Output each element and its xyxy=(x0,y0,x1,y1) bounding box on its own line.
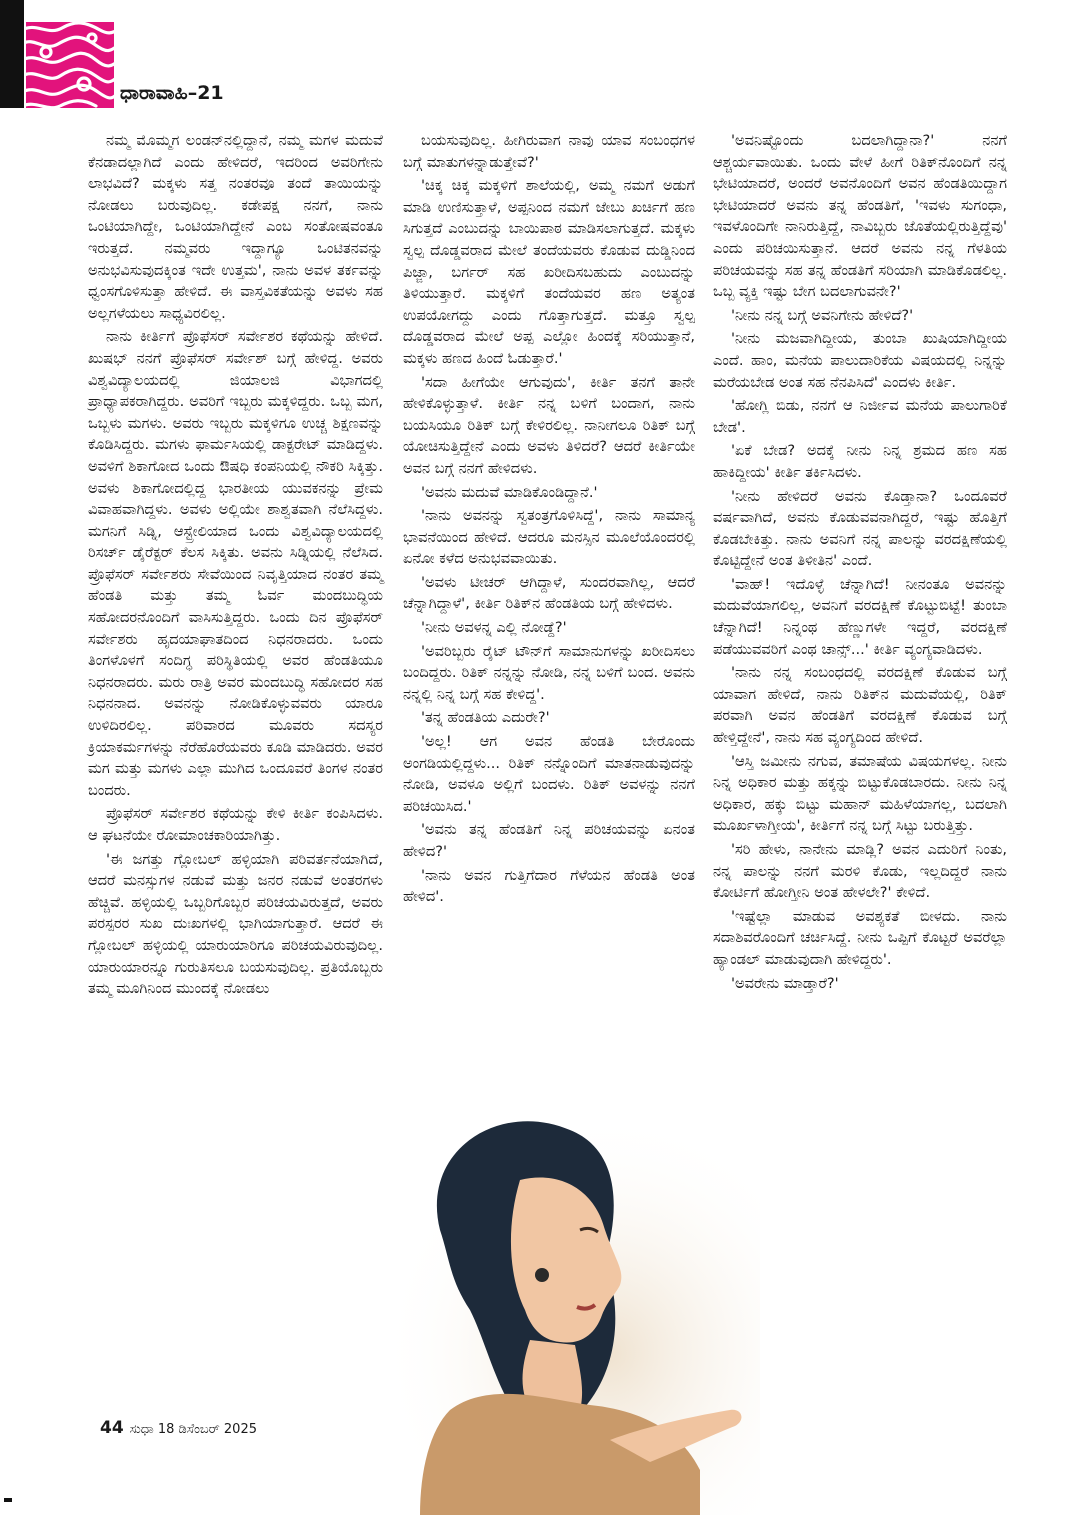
paragraph: ನಾನು ಕೀರ್ತಿಗೆ ಪ್ರೊಫೆಸರ್ ಸರ್ವೇಶರ ಕಥೆಯನ್ನು ಹೇಳಿದೆ. ಖುಷಭ್ ನನಗೆ ಪ್ರೊಫೆಸರ್ ಸರ್ವೇಶ್ ಬಗ್ಗೆ ಹೇಳಿದ್ದ. ಅವರು ವಿಶ್ವವಿದ್ಯಾಲಯದಲ್ಲಿ ಜಿಯಾಲಜಿ ವಿಭಾಗದಲ್ಲಿ ಪ್ರಾಧ್ಯಾಪಕರಾಗಿದ್ದರು. ಅವರಿಗೆ ಇಬ್ಬರು ಮಕ್ಕಳಿದ್ದರು. ಒಬ್ಬ ಮಗ, ಒಬ್ಬಳು ಮಗಳು. ಅವರು ಇಬ್ಬರು ಮಕ್ಕಳಿಗೂ ಉಚ್ಚ ಶಿಕ್ಷಣವನ್ನು ಕೊಡಿಸಿದ್ದರು. ಮಗಳು ಫಾರ್ಮಸಿಯಲ್ಲಿ ಡಾಕ್ಟರೇಟ್ ಮಾಡಿದ್ದಳು. ಅವಳಿಗೆ ಶಿಕಾಗೋದ ಒಂದು ಔಷಧಿ ಕಂಪನಿಯಲ್ಲಿ ನೌಕರಿ ಸಿಕ್ಕಿತ್ತು. ಅವಳು ಶಿಕಾಗೋದಲ್ಲಿದ್ದ ಭಾರತೀಯ ಯುವಕನನ್ನು ಪ್ರೇಮ ವಿವಾಹವಾಗಿದ್ದಳು. ಅವಳು ಅಲ್ಲಿಯೇ ಶಾಶ್ವತವಾಗಿ ನೆಲೆಸಿದ್ದಳು. ಮಗನಿಗೆ ಸಿಡ್ನಿ, ಆಸ್ಟ್ರೇಲಿಯಾದ ಒಂದು ವಿಶ್ವವಿದ್ಯಾಲಯದಲ್ಲಿ ರಿಸರ್ಚ್ ಡೈರೆಕ್ಟರ್ ಕೆಲಸ ಸಿಕ್ಕಿತು. ಅವನು ಸಿಡ್ನಿಯಲ್ಲಿ ನೆಲೆಸಿದ. ಪ್ರೊಫೆಸರ್ ಸರ್ವೇಶರು ಸೇವೆಯಿಂದ ನಿವೃತ್ತಿಯಾದ ನಂತರ ತಮ್ಮ ಹೆಂಡತಿ ಮತ್ತು ತಮ್ಮ ಓರ್ವ ಮಂದಬುದ್ಧಿಯ ಸಹೋದರನೊಂದಿಗೆ ವಾಸಿಸುತ್ತಿದ್ದರು. ಒಂದು ದಿನ ಪ್ರೊಫೆಸರ್ ಸರ್ವೇಶರು ಹೃದಯಾಘಾತದಿಂದ ನಿಧನರಾದರು. ಒಂದು ತಿಂಗಳೊಳಗೆ ಸಂದಿಗ್ಧ ಪರಿಸ್ಥಿತಿಯಲ್ಲಿ ಅವರ ಹೆಂಡತಿಯೂ ನಿಧನರಾದರು. ಮರು ರಾತ್ರಿ ಅವರ ಮಂದಬುದ್ಧಿ ಸಹೋದರ ಸಹ ನಿಧನನಾದ. ಅವನನ್ನು ನೋಡಿಕೊಳ್ಳುವವರು ಯಾರೂ ಉಳಿದಿರಲಿಲ್ಲ. ಪರಿವಾರದ ಮೂವರು ಸದಸ್ಯರ ಕ್ರಿಯಾಕರ್ಮಗಳನ್ನು ನೆರೆಹೊರೆಯವರು ಕೂಡಿ ಮಾಡಿದರು. ಅವರ ಮಗ ಮತ್ತು ಮಗಳು ಎಲ್ಲಾ ಮುಗಿದ ಒಂದೂವರೆ ತಿಂಗಳ ನಂತರ ಬಂದರು. xyxy=(88,328,383,799)
paragraph: ಬಯಸುವುದಿಲ್ಲ. ಹೀಗಿರುವಾಗ ನಾವು ಯಾವ ಸಂಬಂಧಗಳ ಬಗ್ಗೆ ಮಾತುಗಳನ್ನಾಡುತ್ತೇವೆ?' xyxy=(403,132,695,171)
earring-icon xyxy=(535,1268,549,1282)
paragraph: 'ಈ ಜಗತ್ತು ಗ್ಲೋಬಲ್ ಹಳ್ಳಿಯಾಗಿ ಪರಿವರ್ತನೆಯಾಗಿದೆ, ಆದರೆ ಮನಸ್ಸುಗಳ ನಡುವೆ ಮತ್ತು ಜನರ ನಡುವೆ ಅಂತರಗಳು ಹೆಚ್ಚಿವೆ. ಹಳ್ಳಿಯಲ್ಲಿ ಒಬ್ಬರಿಗೊಬ್ಬರ ಪರಿಚಯವಿರುತ್ತದೆ, ಅವರು ಪರಸ್ಪರರ ಸುಖ ದುಃಖಗಳಲ್ಲಿ ಭಾಗಿಯಾಗುತ್ತಾರೆ. ಆದರೆ ಈ ಗ್ಲೋಬಲ್ ಹಳ್ಳಿಯಲ್ಲಿ ಯಾರುಯಾರಿಗೂ ಪರಿಚಯವಿರುವುದಿಲ್ಲ. ಯಾರುಯಾರನ್ನೂ ಗುರುತಿಸಲೂ ಬಯಸುವುದಿಲ್ಲ. ಪ್ರತಿಯೊಬ್ಬರು ತಮ್ಮ ಮೂಗಿನಿಂದ ಮುಂದಕ್ಕೆ ನೋಡಲು xyxy=(88,850,383,998)
text-column-2 xyxy=(403,130,695,910)
paragraph: 'ವಾಹ್! ಇದೊಳ್ಳೆ ಚೆನ್ನಾಗಿದೆ! ನೀನಂತೂ ಅವನನ್ನು ಮದುವೆಯಾಗಲಿಲ್ಲ, ಅವನಿಗೆ ವರದಕ್ಷಿಣೆ ಕೊಟ್ಟುಬಿಟ್ಟೆ! ತುಂಬಾ ಚೆನ್ನಾಗಿದೆ! ನಿನ್ನಂಥ ಹೆಣ್ಣುಗಳೇ ಇದ್ದರೆ, ವರದಕ್ಷಿಣೆ ಪಡೆಯುವವರಿಗೆ ಎಂಥ ಚಾನ್ಸ್...' ಕೀರ್ತಿ ವ್ಯಂಗ್ಯವಾಡಿದಳು. xyxy=(713,575,1007,658)
page-number: 44 xyxy=(100,1418,124,1438)
page-footer xyxy=(100,1418,257,1438)
paragraph: 'ನಾನು ನನ್ನ ಸಂಬಂಧದಲ್ಲಿ ವರದಕ್ಷಿಣೆ ಕೊಡುವ ಬಗ್ಗೆ ಯಾವಾಗ ಹೇಳಿದೆ, ನಾನು ರಿತಿಕ್‌ನ ಮದುವೆಯಲ್ಲಿ, ರಿತಿಕ್ ಪರವಾಗಿ ಅವನ ಹೆಂಡತಿಗೆ ವರದಕ್ಷಿಣೆ ಕೊಡುವ ಬಗ್ಗೆ ಹೇಳ್ತಿದ್ದೇನೆ', ನಾನು ಸಹ ವ್ಯಂಗ್ಯದಿಂದ ಹೇಳಿದೆ. xyxy=(713,664,1007,747)
paragraph: 'ಆಸ್ತಿ ಜಮೀನು ನಗುವ, ತಮಾಷೆಯ ವಿಷಯಗಳಲ್ಲ. ನೀನು ನಿನ್ನ ಅಧಿಕಾರ ಮತ್ತು ಹಕ್ಕನ್ನು ಬಿಟ್ಟುಕೊಡಬಾರದು. ನೀನು ನಿನ್ನ ಅಧಿಕಾರ, ಹಕ್ಕು ಬಿಟ್ಟು ಮಹಾನ್ ಮಹಿಳೆಯಾಗಲ್ಲ, ಬದಲಾಗಿ ಮೂರ್ಖಳಾಗ್ತೀಯ', ಕೀರ್ತಿಗೆ ನನ್ನ ಬಗ್ಗೆ ಸಿಟ್ಟು ಬರುತ್ತಿತ್ತು. xyxy=(713,752,1007,835)
paragraph: 'ಏಕೆ ಬೇಡ? ಅದಕ್ಕೆ ನೀನು ನಿನ್ನ ಶ್ರಮದ ಹಣ ಸಹ ಹಾಕಿದ್ದೀಯ' ಕೀರ್ತಿ ತರ್ಕಿಸಿದಳು. xyxy=(713,442,1007,481)
paragraph: 'ಅಲ್ಲ! ಆಗ ಅವನ ಹೆಂಡತಿ ಬೇರೊಂದು ಅಂಗಡಿಯಲ್ಲಿದ್ದಳು... ರಿತಿಕ್ ನನ್ನೊಂದಿಗೆ ಮಾತನಾಡುವುದನ್ನು ನೋಡಿ, ಅವಳೂ ಅಲ್ಲಿಗೆ ಬಂದಳು. ರಿತಿಕ್ ಅವಳನ್ನು ನನಗೆ ಪರಿಚಯಿಸಿದ.' xyxy=(403,733,695,815)
woman-illustration xyxy=(380,1110,760,1515)
paragraph: 'ನಾನು ಅವನನ್ನು ಸ್ವತಂತ್ರಗೊಳಿಸಿದ್ದೆ', ನಾನು ಸಾಮಾನ್ಯ ಭಾವನೆಯಿಂದ ಹೇಳಿದೆ. ಆದರೂ ಮನಸ್ಸಿನ ಮೂಲೆಯೊಂದರಲ್ಲಿ ಏನೋ ಕಳೆದ ಅನುಭವವಾಯಿತು. xyxy=(403,507,695,568)
swirl-pattern-icon xyxy=(26,22,114,108)
issue-info: ಸುಧಾ 18 ಡಿಸೆಂಬರ್ 2025 xyxy=(129,1422,257,1437)
paragraph: 'ಸರಿ ಹೇಳು, ನಾನೇನು ಮಾಡ್ಲಿ? ಅವನ ಎದುರಿಗೆ ನಿಂತು, ನನ್ನ ಪಾಲನ್ನು ನನಗೆ ಮರಳಿ ಕೊಡು, ಇಲ್ಲದಿದ್ದರೆ ನಾನು ಕೋರ್ಟಿಗೆ ಹೋಗ್ತೀನಿ ಅಂತ ಹೇಳಲೇ?' ಕೇಳಿದೆ. xyxy=(713,841,1007,902)
paragraph: 'ನೀನು ನನ್ನ ಬಗ್ಗೆ ಅವನಿಗೇನು ಹೇಳಿದೆ?' xyxy=(731,306,914,324)
paragraph: ನಮ್ಮ ಮೊಮ್ಮಗ ಲಂಡನ್‌ನಲ್ಲಿದ್ದಾನೆ, ನಮ್ಮ ಮಗಳ ಮದುವೆ ಕೆನಡಾದಲ್ಲಾಗಿದೆ ಎಂದು ಹೇಳಿದರೆ, ಇದರಿಂದ ಅವರಿಗೇನು ಲಾಭವಿದೆ? ಮಕ್ಕಳು ಸತ್ತ ನಂತರವೂ ತಂದೆ ತಾಯಿಯನ್ನು ನೋಡಲು ಬರುವುದಿಲ್ಲ. ಕಡೇಪಕ್ಷ ನನಗೆ, ನಾನು ಒಂಟಿಯಾಗಿದ್ದೇ, ಒಂಟಿಯಾಗಿದ್ದೇನೆ ಎಂಬ ಸಂತೋಷವಂತೂ ಇರುತ್ತದೆ. ನಮ್ಮವರು ಇದ್ದಾಗ್ಯೂ ಒಂಟಿತನವನ್ನು ಅನುಭವಿಸುವುದಕ್ಕಿಂತ ಇದೇ ಉತ್ತಮ', ನಾನು ಅವಳ ತರ್ಕವನ್ನು ಧ್ವಂಸಗೊಳಿಸುತ್ತಾ ಹೇಳಿದೆ. ಈ ವಾಸ್ತವಿಕತೆಯನ್ನು ಅವಳು ಸಹ ಅಲ್ಲಗಳೆಯಲು ಸಾಧ್ಯವಿರಲಿಲ್ಲ. xyxy=(88,132,383,322)
paragraph: ಪ್ರೊಫೆಸರ್ ಸರ್ವೇಶರ ಕಥೆಯನ್ನು ಕೇಳಿ ಕೀರ್ತಿ ಕಂಪಿಸಿದಳು. ಆ ಘಟನೆಯೇ ರೋಮಾಂಚಕಾರಿಯಾಗಿತ್ತು. xyxy=(88,805,383,844)
paragraph: 'ನೀನು ಹೇಳಿದರೆ ಅವನು ಕೊಡ್ತಾನಾ? ಒಂದೂವರೆ ವರ್ಷವಾಗಿದೆ, ಅವನು ಕೊಡುವವನಾಗಿದ್ದರೆ, ಇಷ್ಟು ಹೊತ್ತಿಗೆ ಕೊಡಬೇಕಿತ್ತು. ನಾನು ಅವನಿಗೆ ನನ್ನ ಪಾಲನ್ನು ವರದಕ್ಷಿಣೆಯಲ್ಲಿ ಕೊಟ್ಟಿದ್ದೇನೆ ಅಂತ ತಿಳೀತಿನ' ಎಂದೆ. xyxy=(713,487,1007,570)
paragraph: 'ಹೋಗ್ಲಿ ಬಿಡು, ನನಗೆ ಆ ನಿರ್ಜೀವ ಮನೆಯ ಪಾಲುಗಾರಿಕೆ ಬೇಡ'. xyxy=(713,397,1007,436)
paragraph: 'ನೀನು ಅವಳನ್ನ ಎಲ್ಲಿ ನೋಡ್ದೆ?' xyxy=(421,619,567,637)
paragraph: 'ತನ್ನ ಹೆಂಡತಿಯ ಎದುರೇ?' xyxy=(421,709,550,727)
paragraph: 'ಅವನು ತನ್ನ ಹೆಂಡತಿಗೆ ನಿನ್ನ ಪರಿಚಯವನ್ನು ಏನಂತ ಹೇಳಿದ?' xyxy=(403,821,695,860)
paragraph: 'ನೀನು ಮಜವಾಗಿದ್ದೀಯ, ತುಂಬಾ ಖುಷಿಯಾಗಿದ್ದೀಯ ಎಂದೆ. ಹಾಂ, ಮನೆಯ ಪಾಲುದಾರಿಕೆಯ ವಿಷಯದಲ್ಲಿ ನಿನ್ನನ್ನು ಮರೆಯಬೇಡ ಅಂತ ಸಹ ನೆನಪಿಸಿದೆ' ಎಂದಳು ಕೀರ್ತಿ. xyxy=(713,330,1007,391)
text-column-1 xyxy=(88,130,383,1002)
paragraph: 'ಅವನಿಷ್ಟೊಂದು ಬದಲಾಗಿದ್ದಾನಾ?' ನನಗೆ ಆಶ್ಚರ್ಯವಾಯಿತು. ಒಂದು ವೇಳೆ ಹೀಗೆ ರಿತಿಕ್‌ನೊಂದಿಗೆ ನನ್ನ ಭೇಟಿಯಾದರೆ, ಅಂದರೆ ಅವನೊಂದಿಗೆ ಅವನ ಹೆಂಡತಿಯಿದ್ದಾಗ ಭೇಟಿಯಾದರೆ ಅವನು ತನ್ನ ಹೆಂಡತಿಗೆ, 'ಇವಳು ಸುಗಂಧಾ, ಇವಳೊಂದಿಗೇ ನಾನಿರುತ್ತಿದ್ದೆ, ನಾವಿಬ್ಬರು ಜೊತೆಯಲ್ಲಿರುತ್ತಿದ್ದೆವು' ಎಂದು ಪರಿಚಯಿಸುತ್ತಾನೆ. ಆದರೆ ಅವನು ನನ್ನ ಗೆಳತಿಯ ಪರಿಚಯವನ್ನು ಸಹ ತನ್ನ ಹೆಂಡತಿಗೆ ಸರಿಯಾಗಿ ಮಾಡಿಕೊಡಲಿಲ್ಲ. ಒಬ್ಬ ವ್ಯಕ್ತಿ ಇಷ್ಟು ಬೇಗ ಬದಲಾಗುವನೇ?' xyxy=(713,132,1007,301)
header-black-tab xyxy=(0,0,24,108)
paragraph: 'ಅವರಿಬ್ಬರು ರೈಟ್ ಟೌನ್‌ಗೆ ಸಾಮಾನುಗಳನ್ನು ಖರೀದಿಸಲು ಬಂದಿದ್ದರು. ರಿತಿಕ್ ನನ್ನನ್ನು ನೋಡಿ, ನನ್ನ ಬಳಿಗೆ ಬಂದ. ಅವನು ನನ್ನಲ್ಲಿ ನಿನ್ನ ಬಗ್ಗೆ ಸಹ ಕೇಳಿದ್ದ'. xyxy=(403,642,695,703)
crop-mark xyxy=(4,1498,12,1502)
paragraph: 'ಸದಾ ಹೀಗೆಯೇ ಆಗುವುದು', ಕೀರ್ತಿ ತನಗೆ ತಾನೇ ಹೇಳಿಕೊಳ್ಳುತ್ತಾಳೆ. ಕೀರ್ತಿ ನನ್ನ ಬಳಿಗೆ ಬಂದಾಗ, ನಾನು ಬಯಸಿಯೂ ರಿತಿಕ್ ಬಗ್ಗೆ ಕೇಳಿರಲಿಲ್ಲ. ನಾನೀಗಲೂ ರಿತಿಕ್ ಬಗ್ಗೆ ಯೋಚಿಸುತ್ತಿದ್ದೇನೆ ಎಂದು ಅವಳು ತಿಳಿದರೆ? ಆದರೆ ಕೀರ್ತಿಯೇ ಅವನ ಬಗ್ಗೆ ನನಗೆ ಹೇಳಿದಳು. xyxy=(403,373,695,477)
paragraph: 'ಚಿಕ್ಕ ಚಿಕ್ಕ ಮಕ್ಕಳಿಗೆ ಶಾಲೆಯಲ್ಲಿ, ಅಮ್ಮ ನಮಗೆ ಅಡುಗೆ ಮಾಡಿ ಉಣಿಸುತ್ತಾಳೆ, ಅಪ್ಪನಿಂದ ನಮಗೆ ಜೇಬು ಖರ್ಚಿಗೆ ಹಣ ಸಿಗುತ್ತದೆ ಎಂಬುದನ್ನು ಬಾಯಿಪಾಠ ಮಾಡಿಸಲಾಗುತ್ತದೆ. ಮಕ್ಕಳು ಸ್ವಲ್ಪ ದೊಡ್ಡವರಾದ ಮೇಲೆ ತಂದೆಯವರು ಕೊಡುವ ದುಡ್ಡಿನಿಂದ ಪಿಜ್ಜಾ, ಬರ್ಗರ್ ಸಹ ಖರೀದಿಸಬಹುದು ಎಂಬುದನ್ನು ತಿಳಿಯುತ್ತಾರೆ. ಮಕ್ಕಳಿಗೆ ತಂದೆಯವರ ಹಣ ಅತ್ಯಂತ ಉಪಯೋಗದ್ದು ಎಂದು ಗೊತ್ತಾಗುತ್ತದೆ. ಮತ್ತೂ ಸ್ವಲ್ಪ ದೊಡ್ಡವರಾದ ಮೇಲೆ ಅಪ್ಪ ಎಲ್ಲೋ ಹಿಂದಕ್ಕೆ ಸರಿಯುತ್ತಾನೆ, ಮಕ್ಕಳು ಹಣದ ಹಿಂದೆ ಓಡುತ್ತಾರೆ.' xyxy=(403,177,695,367)
series-title: ಧಾರಾವಾಹಿ–21 xyxy=(120,82,224,104)
paragraph: 'ಅವನು ಮದುವೆ ಮಾಡಿಕೊಂಡಿದ್ದಾನೆ.' xyxy=(421,483,598,501)
paragraph: 'ಅವರೇನು ಮಾಡ್ತಾರೆ?' xyxy=(731,974,839,992)
series-logo xyxy=(26,22,114,108)
text-column-3 xyxy=(713,130,1007,996)
paragraph: 'ಇಷ್ಟೆಲ್ಲಾ ಮಾಡುವ ಅವಶ್ಯಕತೆ ಬೀಳದು. ನಾನು ಸದಾಶಿವರೊಂದಿಗೆ ಚರ್ಚಿಸಿದ್ದೆ. ನೀನು ಒಪ್ಪಿಗೆ ಕೊಟ್ಟರೆ ಅವರೆಲ್ಲಾ ಹ್ಯಾಂಡಲ್ ಮಾಡುವುದಾಗಿ ಹೇಳಿದ್ದರು'. xyxy=(713,907,1007,968)
paragraph: 'ಅವಳು ಟೀಚರ್ ಆಗಿದ್ದಾಳೆ, ಸುಂದರವಾಗಿಲ್ಲ, ಆದರೆ ಚೆನ್ನಾಗಿದ್ದಾಳೆ', ಕೀರ್ತಿ ರಿತಿಕ್‌ನ ಹೆಂಡತಿಯ ಬಗ್ಗೆ ಹೇಳಿದಳು. xyxy=(403,573,695,613)
paragraph: 'ನಾನು ಅವನ ಗುತ್ತಿಗೆದಾರ ಗೆಳೆಯನ ಹೆಂಡತಿ ಅಂತ ಹೇಳಿದ'. xyxy=(403,866,695,906)
